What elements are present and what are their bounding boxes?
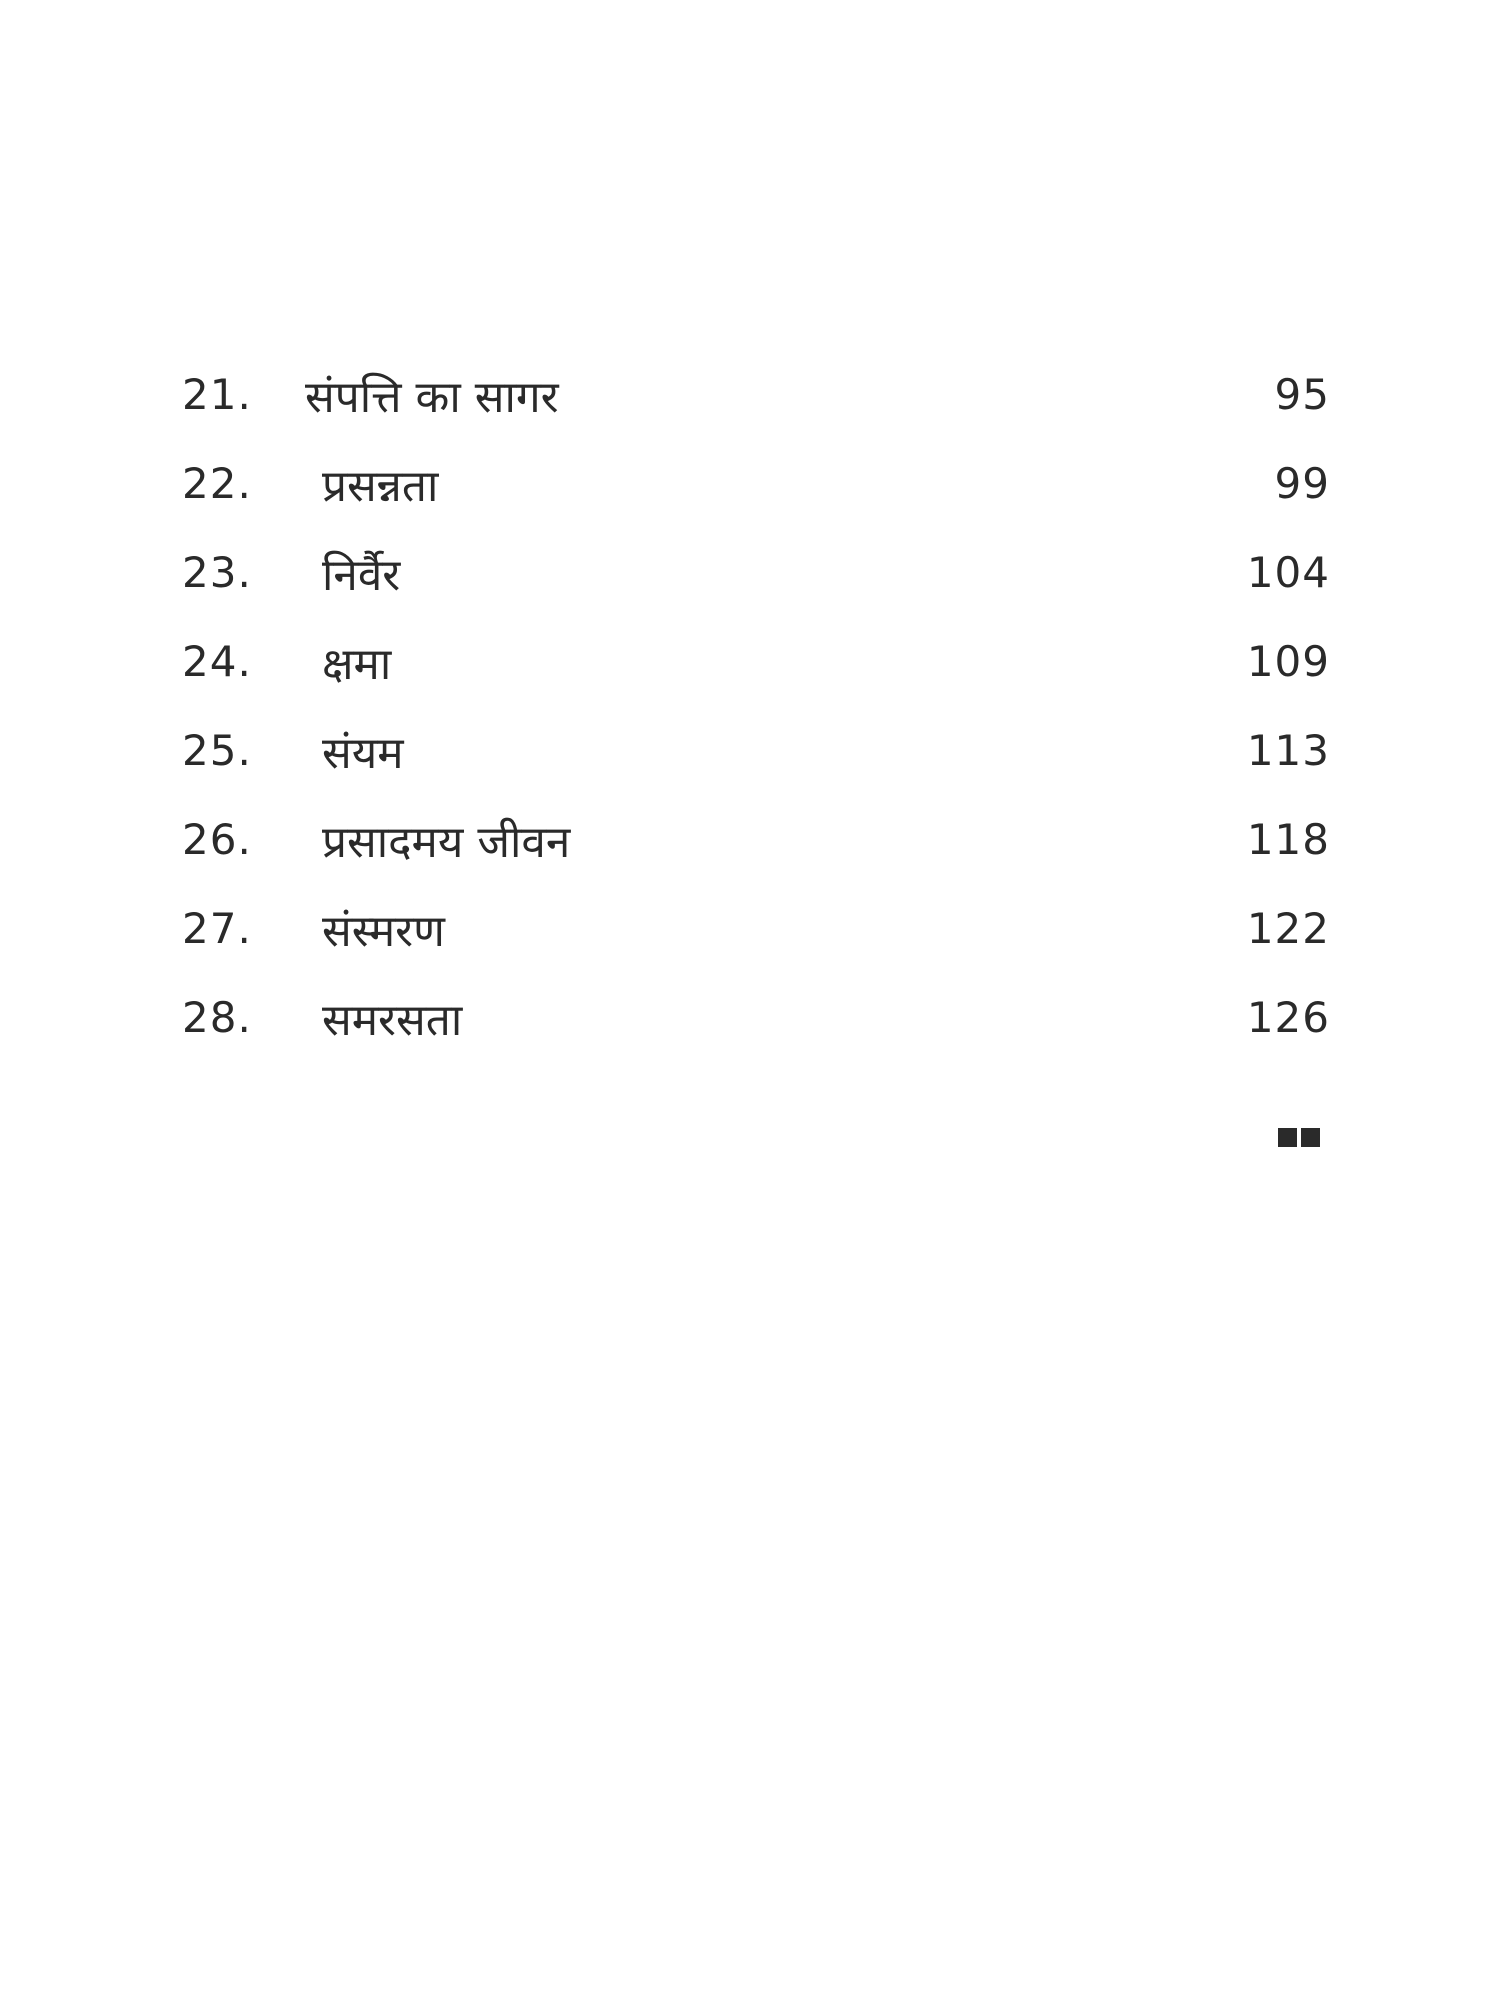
square-icon xyxy=(1278,1128,1297,1147)
entry-title: निर्वैर xyxy=(322,549,401,601)
entry-number: 22. xyxy=(182,459,252,508)
toc-entry xyxy=(180,528,1330,617)
entry-number: 21. xyxy=(182,370,252,419)
toc-entry xyxy=(180,795,1330,884)
entry-title: समरसता xyxy=(322,994,463,1046)
entry-title: संस्मरण xyxy=(322,905,445,957)
entry-title: प्रसादमय जीवन xyxy=(322,816,571,868)
square-icon xyxy=(1301,1128,1320,1147)
entry-page-number: 118 xyxy=(1246,815,1330,864)
entry-page-number: 104 xyxy=(1246,548,1330,597)
entry-page-number: 109 xyxy=(1246,637,1330,686)
entry-page-number: 113 xyxy=(1246,726,1330,775)
toc-entry xyxy=(180,884,1330,973)
entry-title: क्षमा xyxy=(322,638,392,690)
entry-number: 25. xyxy=(182,726,252,775)
entry-title: संयम xyxy=(322,727,404,779)
toc-entry xyxy=(180,439,1330,528)
toc-entry xyxy=(180,617,1330,706)
toc-entry xyxy=(180,706,1330,795)
toc-entry xyxy=(180,973,1330,1062)
entry-title: प्रसन्नता xyxy=(322,460,439,512)
entry-number: 23. xyxy=(182,548,252,597)
entry-page-number: 95 xyxy=(1274,370,1330,419)
entry-number: 27. xyxy=(182,904,252,953)
entry-page-number: 99 xyxy=(1274,459,1330,508)
entry-page-number: 126 xyxy=(1246,993,1330,1042)
entry-number: 26. xyxy=(182,815,252,864)
entry-number: 28. xyxy=(182,993,252,1042)
table-of-contents xyxy=(180,350,1330,1062)
entry-page-number: 122 xyxy=(1246,904,1330,953)
entry-number: 24. xyxy=(182,637,252,686)
entry-title: संपत्ति का सागर xyxy=(305,371,559,423)
toc-entry xyxy=(180,350,1330,439)
double-square-end-mark-icon xyxy=(1278,1128,1320,1147)
